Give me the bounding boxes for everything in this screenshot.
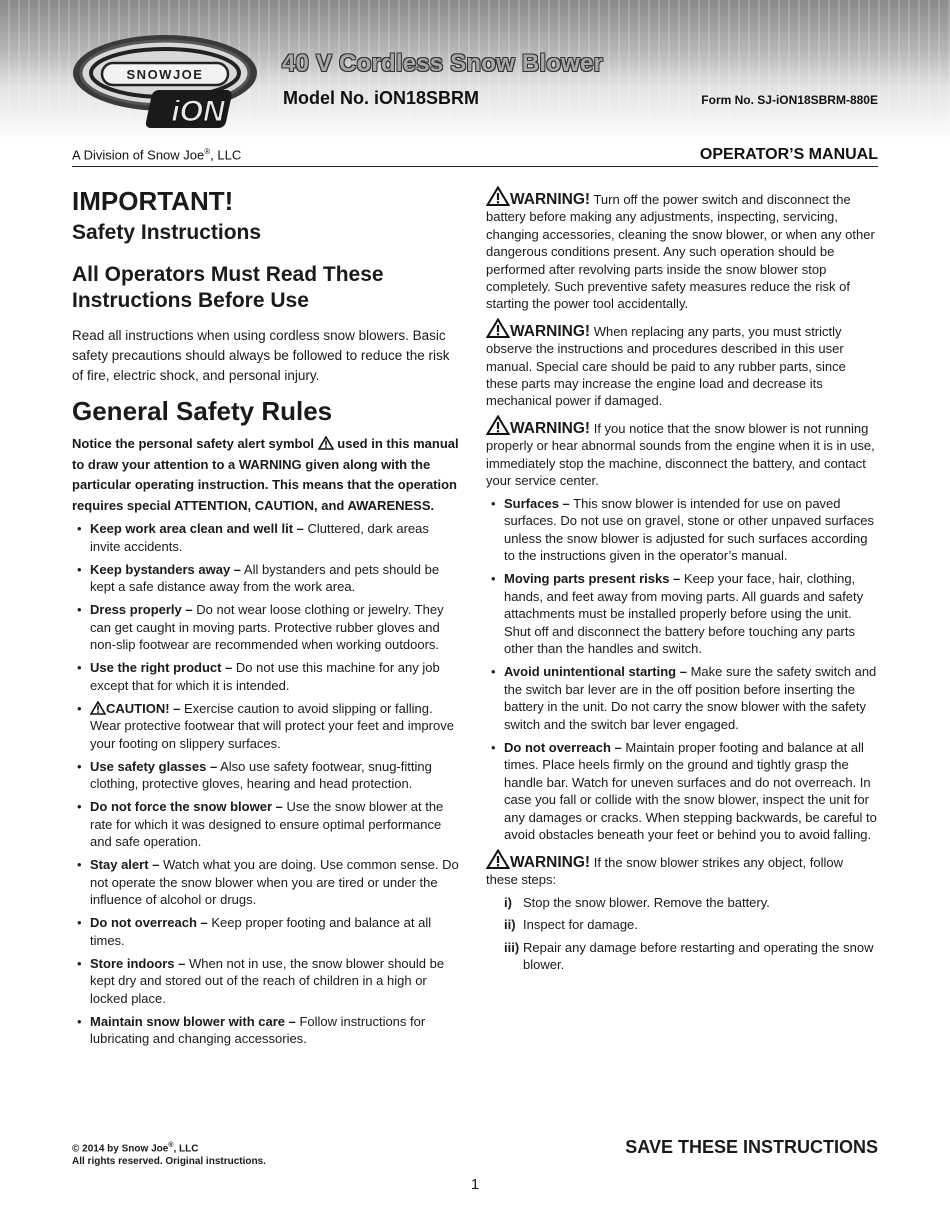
- list-item: • CAUTION! – Exercise caution to avoid slipping or falling. Wear protective footwear that will protect your feet and improve your footing on slippery surfaces.: [77, 700, 454, 751]
- copyright-line: © 2014 by Snow Joe®, LLC: [72, 1142, 199, 1155]
- warning-icon: [486, 318, 510, 338]
- save-instructions: SAVE THESE INSTRUCTIONS: [625, 1137, 878, 1157]
- list-item: • Maintain snow blower with care – Follow instructions for lubricating and changing accessories.: [77, 1013, 426, 1046]
- list-item: iii) Repair any damage before restarting and operating the snow blower.: [504, 939, 874, 973]
- copyright-block: [72, 1139, 266, 1168]
- general-safety-heading: General Safety Rules: [72, 396, 333, 426]
- left-rules-list: [72, 520, 462, 1048]
- list-item: • Do not overreach – Keep proper footing and balance at all times.: [77, 915, 432, 948]
- list-item: • Stay alert – Watch what you are doing. Use common sense. Do not operate the snow blower when you are tired or under the influence of alcohol or drugs.: [77, 857, 459, 907]
- snowjoe-ion-logo: [70, 28, 270, 140]
- right-column: [486, 186, 878, 979]
- page-number: 1: [470, 1176, 480, 1193]
- warning-block: WARNING! If you notice that the snow blower is not running properly or hear abnormal sounds from the engine when it is in use, immediately stop the machine, disconnect the battery, and contact your service center.: [486, 415, 878, 490]
- list-item: • Surfaces – This snow blower is intended for use on paved surfaces. Do not use on gravel, stone or other unpaved surfaces unless the snow blower is adjusted for such surfaces according to the instructions given in the operator’s manual.: [491, 495, 874, 563]
- warning-block: WARNING! If the snow blower strikes any object, follow these steps:: [486, 849, 878, 889]
- warning-block: WARNING! When replacing any parts, you must strictly observe the instructions and procedures described in this user manual. Special care should be paid to any rubber parts, since these parts may increase the engine load and decrease its mechanical power if damaged.: [486, 318, 878, 410]
- division-line: A Division of Snow Joe®, LLC: [72, 147, 242, 163]
- safety-alert-icon: [318, 436, 334, 450]
- list-item: • Store indoors – When not in use, the snow blower should be kept dry and stored out of the reach of children in a high or locked place.: [77, 955, 445, 1006]
- warning-icon: [486, 849, 510, 869]
- list-item: • Do not force the snow blower – Use the snow blower at the rate for which it was designed to ensure optimal performance and safe operation.: [77, 799, 444, 849]
- operators-heading: All Operators Must Read These Instructions Before Use: [72, 263, 384, 312]
- list-item: • Use the right product – Do not use this machine for any job except that for which it is intended.: [77, 660, 440, 693]
- steps-list: [486, 894, 878, 974]
- right-rules-list: [486, 495, 878, 844]
- list-item: i) Stop the snow blower. Remove the battery.: [504, 894, 770, 910]
- caution-alert-icon: [90, 701, 106, 715]
- operators-manual-label: OPERATOR’S MANUAL: [699, 146, 878, 163]
- warning-block: WARNING! Turn off the power switch and disconnect the battery before making any adjustments, inspecting, servicing, changing accessories, cleaning the snow blower, or when any other dangerous conditions present. Any such operation should be performed after revolving parts inside the snow blower stop completely. Such preventive safety measures reduce the risk of starting the power tool accidentally.: [486, 186, 878, 313]
- important-heading: IMPORTANT!: [72, 186, 234, 216]
- warning-icon: [486, 186, 510, 206]
- header-divider: [72, 166, 878, 167]
- intro-paragraph: Read all instructions when using cordless snow blowers. Basic safety precautions should always be followed to reduce the risk of fire, electric shock, and personal injury.: [72, 328, 450, 383]
- list-item: • Do not overreach – Maintain proper footing and balance at all times. Place heels firmly on the ground and tightly grasp the handle bar. Watch for uneven surfaces and do not overreach. In case you fall or collide with the snow blower, inspect the unit for any damages or cracks. When stepping backwards, be careful to avoid obstacles beneath your feet or behind you to avoid falling.: [491, 739, 877, 842]
- list-item: • Keep work area clean and well lit – Cluttered, dark areas invite accidents.: [77, 521, 429, 554]
- form-number: Form No. SJ-iON18SBRM-880E: [701, 93, 878, 107]
- product-title: 40 V Cordless Snow Blower: [282, 50, 604, 77]
- rights-line: All rights reserved. Original instructions.: [72, 1156, 266, 1168]
- list-item: • Dress properly – Do not wear loose clothing or jewelry. They can get caught in moving parts. Protective rubber gloves and non-slip footwear are recommended when working outdoors.: [77, 602, 444, 652]
- logo-ion-text: iON: [171, 95, 225, 128]
- list-item: • Keep bystanders away – All bystanders and pets should be kept a safe distance away from the work area.: [77, 561, 440, 594]
- warning-icon: [486, 415, 510, 435]
- notice-paragraph: Notice the personal safety alert symbol used in this manual to draw your attention to a WARNING given along with the particular operating instruction. This means that the operation requires special ATTENTION, CAUTION, and AWARENESS.: [72, 436, 459, 513]
- list-item: • Avoid unintentional starting – Make sure the safety switch and the switch bar lever are in the off position before inserting the battery in the unit. Do not carry the snow blower with the safety switch and the switch bar lever engaged.: [491, 664, 877, 732]
- logo-wordmark: SNOWJOE: [126, 67, 204, 82]
- header-banner: [0, 0, 950, 140]
- safety-instructions-heading: Safety Instructions: [72, 221, 262, 244]
- model-number: Model No. iON18SBRM: [283, 88, 480, 108]
- list-item: ii) Inspect for damage.: [504, 917, 638, 933]
- left-column: [72, 186, 462, 1053]
- list-item: • Moving parts present risks – Keep your face, hair, clothing, hands, and feet away from moving parts. All guards and safety attachments must be installed properly before using the unit. Shut off and disconnect the battery before touching any parts other than the handles and switch.: [491, 571, 864, 656]
- list-item: • Use safety glasses – Also use safety footwear, snug-fitting clothing, protective gloves, hearing and head protection.: [77, 758, 432, 791]
